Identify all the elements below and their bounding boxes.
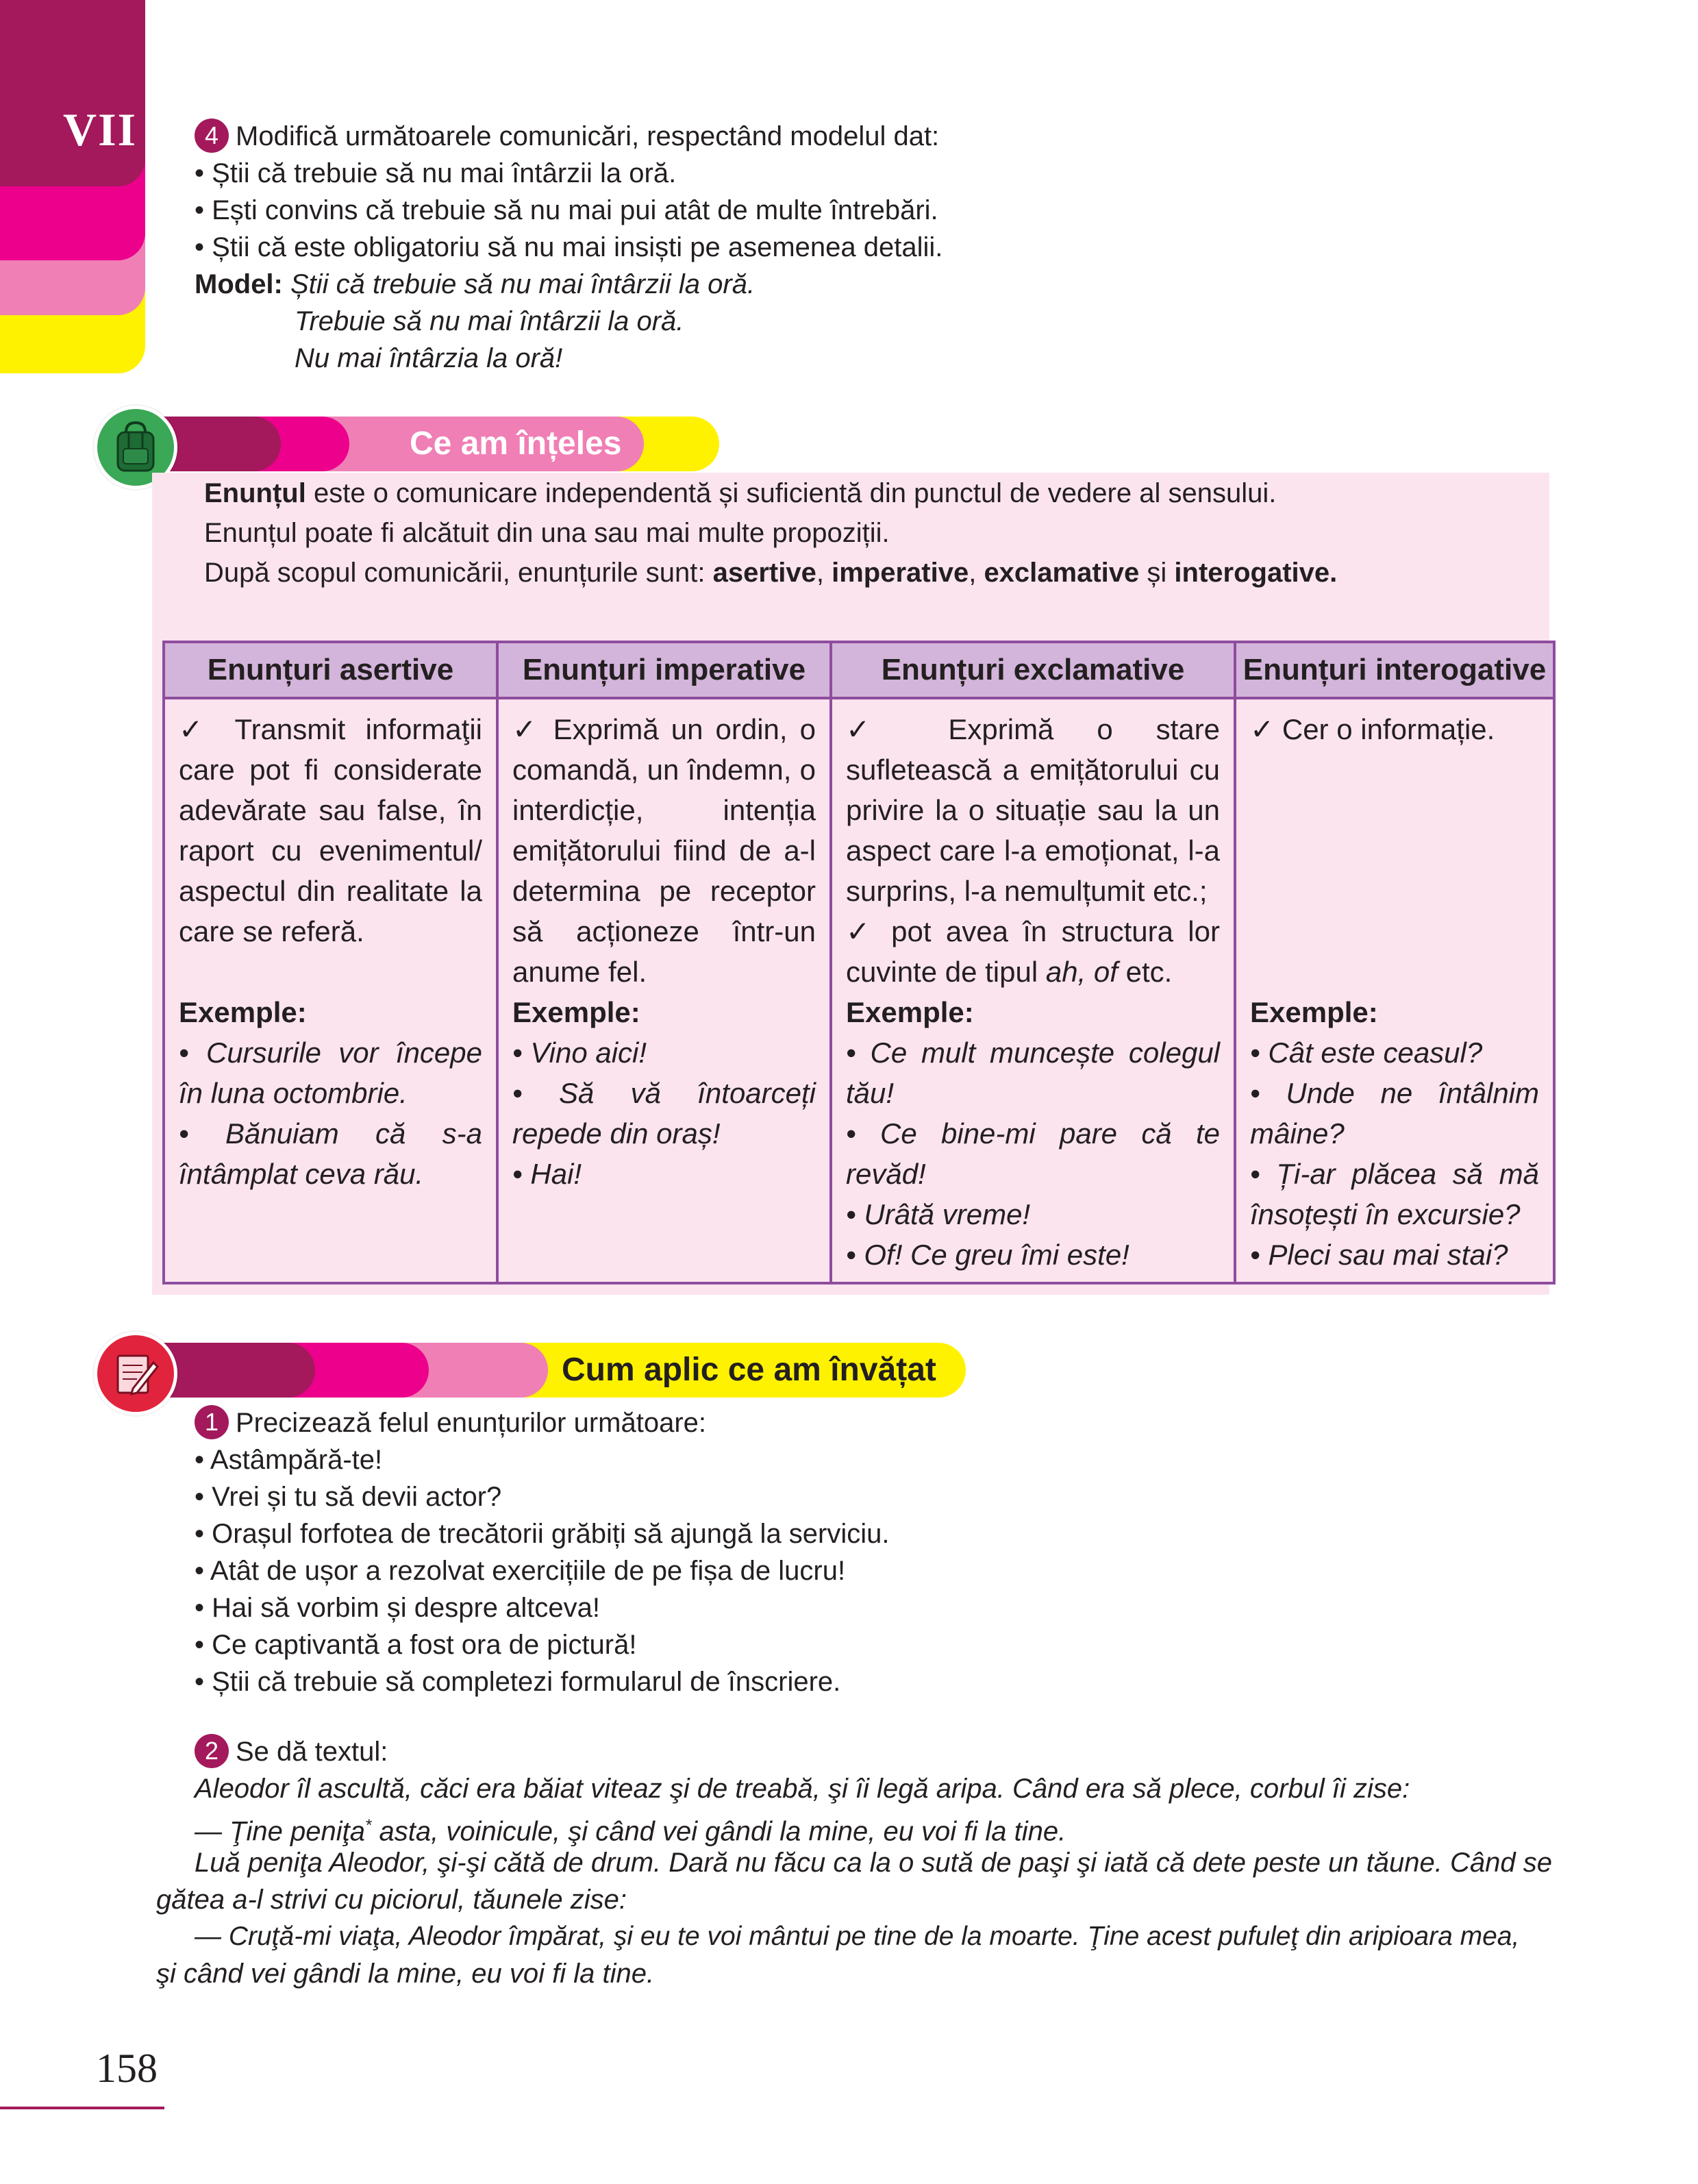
list-item: • Ce mult muncește colegul tău!: [846, 1037, 1221, 1109]
header-imperative: Enunțuri imperative: [497, 642, 831, 698]
chapter-label: VII: [63, 103, 138, 156]
examples-label: Exemple:: [1250, 996, 1378, 1028]
exercise-2-prompt: 2 Se dă textul:: [195, 1733, 1558, 1770]
list-item: • Ți-ar plăcea să mă însoțești în excursie?: [1250, 1158, 1540, 1230]
text-paragraph: Aleodor îl ascultă, căci era băiat viteaz şi de treabă, şi îi legă aripa. Când era să plece, corbul îi zise:: [195, 1774, 1410, 1804]
header-exclamative: Enunțuri exclamative: [831, 642, 1235, 698]
list-item: • Ești convins că trebuie să nu mai pui atât de multe întrebări.: [195, 195, 938, 226]
check-icon: ✓: [846, 915, 877, 947]
table-row: [164, 698, 1554, 1283]
cell-asertive: ✓ Transmit informaţii care pot fi considerate adevărate sau false, în raport cu evenimentul/ aspectul din realitate la care se referă. Exemple: • Cursurile vor începe în luna octombrie. • Bănuiam că s-a întâmplat ceva rău.: [164, 698, 497, 1283]
text-paragraph: gătea a-l strivi cu piciorul, tăunele zise:: [156, 1885, 627, 1915]
section-banner-cum-aplic: [123, 1343, 973, 1398]
examples-label: Exemple:: [512, 996, 640, 1028]
examples-label: Exemple:: [179, 996, 307, 1028]
check-icon: ✓: [512, 713, 541, 745]
list-item: • Vrei și tu să devii actor?: [195, 1482, 502, 1513]
list-item: • Of! Ce greu îmi este!: [846, 1239, 1129, 1271]
model-line: Trebuie să nu mai întârzii la oră.: [295, 306, 684, 337]
list-item: • Atât de ușor a rezolvat exercițiile de pe fișa de lucru!: [195, 1556, 846, 1587]
list-item: • Astâmpără-te!: [195, 1445, 383, 1476]
list-item: • Unde ne întâlnim mâine?: [1250, 1077, 1539, 1150]
cell-imperative: ✓ Exprimă un ordin, o comandă, un îndemn, o interdicție, intenția emițătorului fiind de a-l determina pe receptor să acționeze într-un anume fel. Exemple: • Vino aici! • Să vă întoarceți repede din oraș! • Hai!: [497, 698, 831, 1283]
sentence-types-table: [162, 641, 1556, 1285]
pencil-note-icon: [94, 1332, 177, 1415]
page-number: 158: [96, 2046, 158, 2091]
exercise-4: [195, 118, 1496, 377]
list-item: • Bănuiam că s-a întâmplat ceva rău.: [179, 1117, 482, 1190]
exercise-1: [195, 1404, 1496, 1700]
exercise-number: 2: [195, 1734, 229, 1768]
section-title: Cum aplic ce am învățat: [562, 1352, 936, 1388]
model-line: Nu mai întârzia la oră!: [295, 343, 563, 374]
section-banner-ce-am-inteles: [123, 417, 726, 471]
text-paragraph: şi când vei gândi la mine, eu voi fi la tine.: [156, 1959, 655, 1989]
list-item: • Pleci sau mai stai?: [1250, 1239, 1508, 1271]
list-item: • Să vă întoarceți repede din oraș!: [512, 1077, 816, 1150]
list-item: • Ce captivantă a fost ora de pictură!: [195, 1630, 637, 1661]
page-rule: [0, 2107, 164, 2109]
text-paragraph: — Ţine peniţa* asta, voinicule, şi când vei gândi la mine, eu voi fi la tine.: [195, 1816, 1066, 1847]
list-item: • Vino aici!: [512, 1037, 647, 1069]
text-paragraph: Luă peniţa Aleodor, şi-şi cătă de drum. Dară nu făcu ca la o sută de paşi şi iată că dete peste un tăune. Când se: [195, 1848, 1552, 1878]
list-item: • Orașul forfotea de trecătorii grăbiți să ajungă la serviciu.: [195, 1519, 890, 1550]
list-item: • Știi că este obligatoriu să nu mai insiști pe asemenea detalii.: [195, 232, 943, 263]
list-item: • Hai!: [512, 1158, 582, 1190]
text-paragraph: — Cruţă-mi viaţa, Aleodor împărat, şi eu te voi mântui pe tine de la moarte. Ţine acest pufuleţ din aripioara mea,: [195, 1922, 1520, 1951]
model-line: Model: Știi că trebuie să nu mai întârzii la oră.: [195, 269, 756, 300]
list-item: • Cât este ceasul?: [1250, 1037, 1483, 1069]
check-icon: ✓: [1250, 713, 1275, 745]
check-icon: ✓: [179, 713, 215, 745]
summary-line: Enunțul este o comunicare independentă și suficientă din punctul de vedere al sensului.: [204, 478, 1277, 508]
list-item: • Hai să vorbim și despre altceva!: [195, 1593, 601, 1624]
cell-exclamative: ✓ Exprimă o stare sufletească a emițătorului cu privire la o situație sau la un aspect care l-a emoționat, l-a surprins, l-a nemulțumit etc.; ✓ pot avea în structura lor cuvinte de tipul ah, of etc. Exemple: • Ce mult muncește colegul tău! • Ce bine-mi pare că te revăd! • Urâtă vreme! • Of! Ce greu îmi este!: [831, 698, 1235, 1283]
header-asertive: Enunțuri asertive: [164, 642, 497, 698]
exercise-number: 1: [195, 1405, 229, 1439]
summary-line: După scopul comunicării, enunțurile sunt: asertive, imperative, exclamative și interogative.: [204, 558, 1338, 588]
model-label: Model:: [195, 269, 283, 300]
exercise-number: 4: [195, 119, 229, 153]
list-item: • Știi că trebuie să completezi formularul de înscriere.: [195, 1667, 841, 1698]
exercise-4-prompt: 4 Modifică următoarele comunicări, respectând modelul dat:: [195, 118, 1496, 155]
examples-label: Exemple:: [846, 996, 974, 1028]
list-item: • Știi că trebuie să nu mai întârzii la oră.: [195, 158, 677, 189]
cell-interogative: ✓ Cer o informație. Exemple: • Cât este ceasul? • Unde ne întâlnim mâine? • Ți-ar plăcea să mă însoțești în excursie? • Pleci sau mai stai?: [1235, 698, 1554, 1283]
summary-line: Enunțul poate fi alcătuit din una sau mai multe propoziții.: [204, 518, 890, 548]
check-icon: ✓: [846, 713, 906, 745]
chapter-tab-maroon: [0, 0, 145, 186]
exercise-1-prompt: 1 Precizează felul enunțurilor următoare:: [195, 1404, 1496, 1441]
section-title: Ce am înțeles: [410, 425, 622, 462]
table-header-row: [164, 642, 1554, 698]
list-item: • Ce bine-mi pare că te revăd!: [846, 1117, 1220, 1190]
header-interogative: Enunțuri interogative: [1235, 642, 1554, 698]
list-item: • Cursurile vor începe în luna octombrie.: [179, 1037, 483, 1109]
list-item: • Urâtă vreme!: [846, 1198, 1031, 1230]
